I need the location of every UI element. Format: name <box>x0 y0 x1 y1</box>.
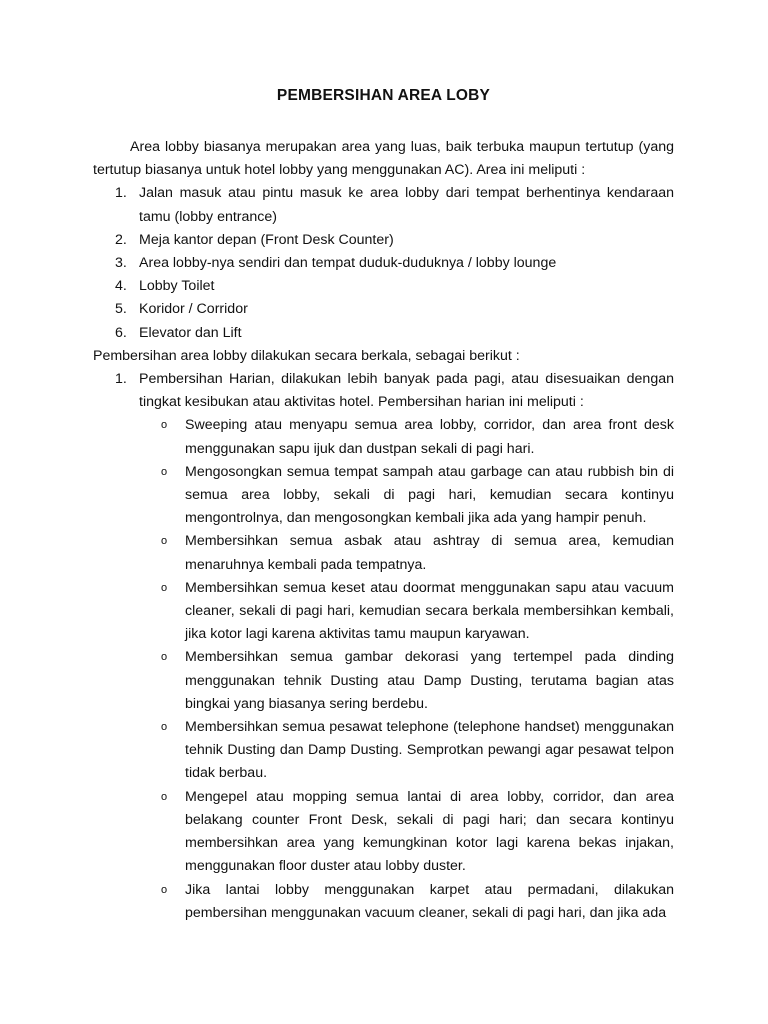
hollow-circle-bullet-icon: o <box>161 465 168 478</box>
hollow-circle-bullet-icon: o <box>161 721 168 734</box>
list-number: 1. <box>115 371 127 388</box>
list-number: 6. <box>115 324 127 341</box>
daily-cleaning-tasks-list <box>139 414 674 924</box>
bullet-item-text: Jika lantai lobby menggunakan karpet atau permadani, dilakukan pembersihan menggunakan vacuum cleaner, sekali di pagi hari, dan jika ada <box>185 881 674 921</box>
bullet-item <box>139 577 674 647</box>
list-item <box>93 182 674 228</box>
bullet-item <box>139 530 674 576</box>
list-number: 3. <box>115 255 127 272</box>
lobby-areas-list <box>93 182 674 344</box>
list-number: 4. <box>115 278 127 295</box>
bullet-item-text: Mengosongkan semua tempat sampah atau garbage can atau rubbish bin di semua area lobby, sekali di pagi hari, kemudian secara kontinyu mengontrolnya, dan mengosongkan kembali jika ada yang hampir penuh. <box>185 463 674 527</box>
document-body <box>93 136 674 925</box>
hollow-circle-bullet-icon: o <box>161 535 168 548</box>
list-item <box>93 368 674 925</box>
bullet-item <box>139 646 674 716</box>
list-item <box>93 252 674 275</box>
schedule-intro-paragraph: Pembersihan area lobby dilakukan secara berkala, sebagai berikut : <box>93 347 520 364</box>
list-item-text: Elevator dan Lift <box>139 324 242 341</box>
bullet-item-text: Sweeping atau menyapu semua area lobby, corridor, dan area front desk menggunakan sapu ijuk dan dustpan sekali di pagi hari. <box>185 417 674 457</box>
bullet-item <box>139 786 674 879</box>
list-item-text: Jalan masuk atau pintu masuk ke area lobby dari tempat berhentinya kendaraan tamu (lobby entrance) <box>139 185 674 225</box>
list-item <box>93 275 674 298</box>
intro-paragraph: Area lobby biasanya merupakan area yang luas, baik terbuka maupun tertutup (yang tertutup biasanya untuk hotel lobby yang menggunakan AC). Area ini meliputi : <box>93 139 674 179</box>
list-number: 1. <box>115 185 127 202</box>
bullet-item <box>139 879 674 925</box>
bullet-item-text: Membersihkan semua gambar dekorasi yang tertempel pada dinding menggunakan tehnik Dusting atau Damp Dusting, terutama bagian atas bingkai yang biasanya sering berdebu. <box>185 649 674 712</box>
bullet-item <box>139 461 674 531</box>
bullet-item <box>139 414 674 460</box>
hollow-circle-bullet-icon: o <box>161 790 168 803</box>
list-item-text: Area lobby-nya sendiri dan tempat duduk-duduknya / lobby lounge <box>139 255 557 272</box>
bullet-item-text: Membersihkan semua keset atau doormat menggunakan sapu atau vacuum cleaner, sekali di pagi hari, kemudian secara berkala membersihkan kembali, jika kotor lagi karena aktivitas tamu maupun karyawan. <box>185 579 674 643</box>
list-item-text: Pembersihan Harian, dilakukan lebih banyak pada pagi, atau disesuaikan dengan tingkat kesibukan atau aktivitas hotel. Pembersihan harian ini meliputi : <box>139 371 674 411</box>
hollow-circle-bullet-icon: o <box>161 419 168 432</box>
list-number: 5. <box>115 301 127 318</box>
hollow-circle-bullet-icon: o <box>161 651 168 664</box>
hollow-circle-bullet-icon: o <box>161 581 168 594</box>
list-item-text: Lobby Toilet <box>139 278 215 295</box>
list-item <box>93 229 674 252</box>
list-item <box>93 298 674 321</box>
list-item-text: Meja kantor depan (Front Desk Counter) <box>139 231 394 248</box>
list-number: 2. <box>115 231 127 248</box>
bullet-item <box>139 716 674 786</box>
bullet-item-text: Membersihkan semua pesawat telephone (telephone handset) menggunakan tehnik Dusting dan Damp Dusting. Semprotkan pewangi agar pesawat telpon tidak berbau. <box>185 719 674 782</box>
document-title: PEMBERSIHAN AREA LOBY <box>276 87 491 104</box>
hollow-circle-bullet-icon: o <box>161 883 168 896</box>
list-item <box>93 322 674 345</box>
list-item-text: Koridor / Corridor <box>139 301 248 318</box>
bullet-item-text: Membersihkan semua asbak atau ashtray di semua area, kemudian menaruhnya kembali pada tempatnya. <box>185 533 674 573</box>
bullet-item-text: Mengepel atau mopping semua lantai di area lobby, corridor, dan area belakang counter Front Desk, sekali di pagi hari; dan secara kontinyu membersihkan area yang kemungkinan kotor lagi karena bekas injakan, menggunakan floor duster atau lobby duster. <box>185 788 674 875</box>
cleaning-schedule-list <box>93 368 674 925</box>
